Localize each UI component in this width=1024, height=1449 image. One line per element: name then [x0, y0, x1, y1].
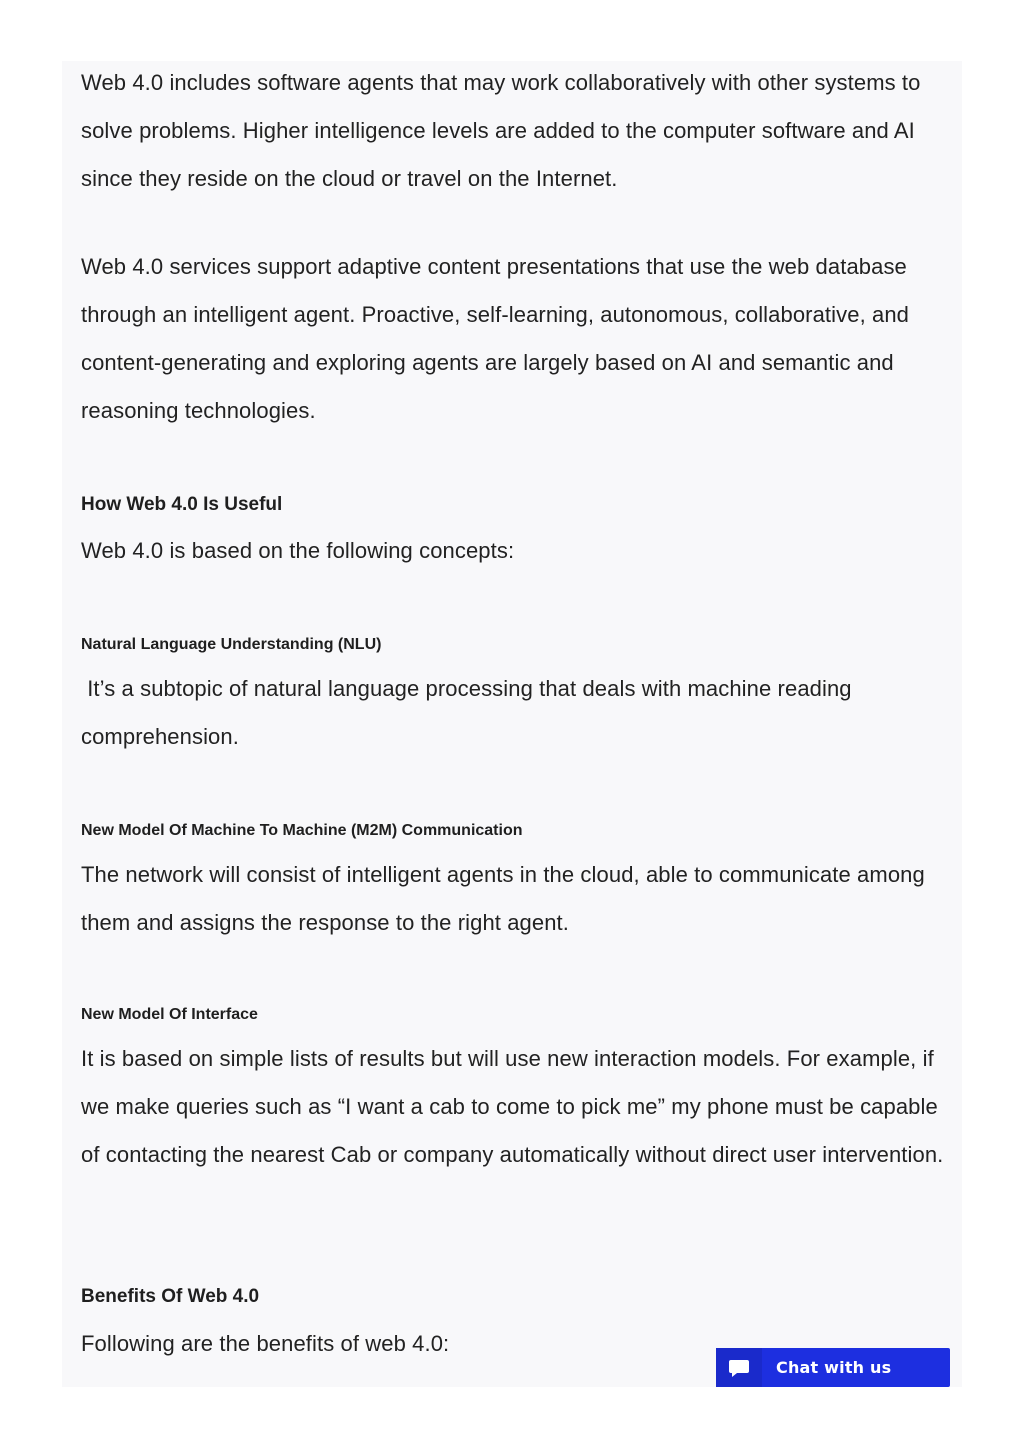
- paragraph-nlu: It’s a subtopic of natural language processing that deals with machine reading comprehension.: [81, 676, 858, 749]
- chat-with-us-button[interactable]: [716, 1348, 950, 1387]
- paragraph-concepts-intro: Web 4.0 is based on the following concepts:: [81, 538, 515, 563]
- heading-interface: New Model Of Interface: [81, 1006, 258, 1023]
- heading-how-useful: How Web 4.0 Is Useful: [81, 494, 283, 515]
- paragraph-m2m: The network will consist of intelligent agents in the cloud, able to communicate among them and assigns the response to the right agent.: [81, 862, 925, 935]
- heading-nlu: Natural Language Understanding (NLU): [81, 636, 382, 653]
- paragraph-interface: It is based on simple lists of results but will use new interaction models. For example, if we make queries such as “I want a cab to come to pick me” my phone must be capable of contacting the nearest Cab or company automatically without direct user intervention.: [81, 1046, 944, 1167]
- heading-m2m: New Model Of Machine To Machine (M2M) Communication: [81, 822, 523, 839]
- heading-benefits: Benefits Of Web 4.0: [81, 1286, 260, 1307]
- chat-with-us-label: Chat with us: [776, 1358, 892, 1377]
- paragraph-adaptive-services: Web 4.0 services support adaptive content presentations that use the web database through an intelligent agent. Proactive, self-learning, autonomous, collaborative, and content-generating and exploring agents are largely based on AI and semantic and reasoning technologies.: [81, 254, 910, 423]
- paragraph-benefits-intro: Following are the benefits of web 4.0:: [81, 1331, 450, 1356]
- paragraph-software-agents: Web 4.0 includes software agents that may work collaboratively with other systems to solve problems. Higher intelligence levels are added to the computer software and AI since they reside on the cloud or travel on the Internet.: [81, 70, 921, 191]
- chat-bubble-icon: [716, 1348, 762, 1387]
